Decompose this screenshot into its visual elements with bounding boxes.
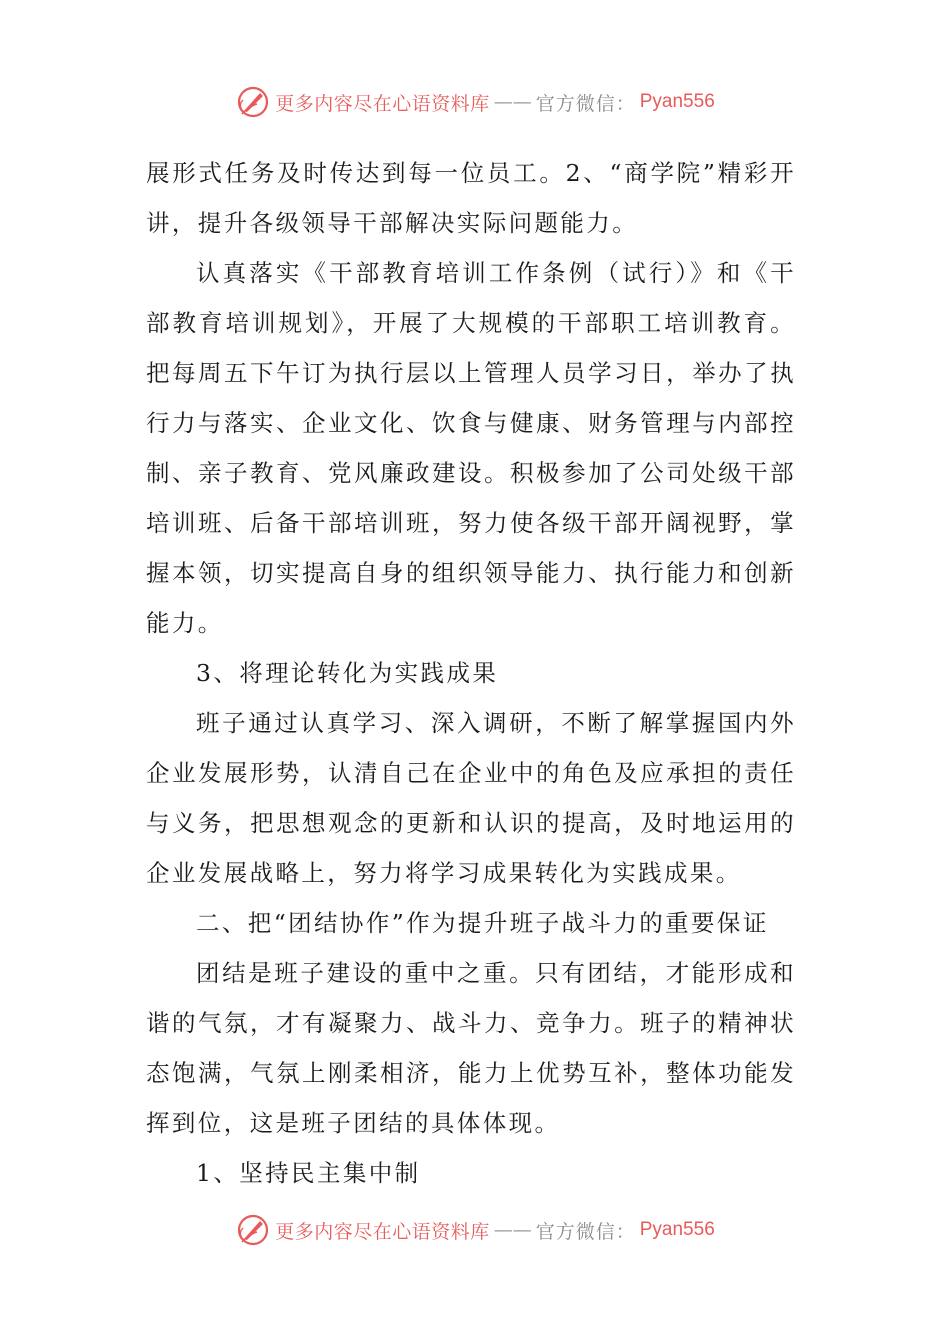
paragraph-unity: 团结是班子建设的重中之重。只有团结，才能形成和谐的气氛，才有凝聚力、战斗力、竞争力。班子的精神状态饱满，气氛上刚柔相济，能力上优势互补，整体功能发挥到位，这是班子团结的具体体现。	[146, 959, 796, 1137]
document-body	[146, 148, 796, 1198]
footer-banner	[0, 1208, 950, 1252]
section-heading-democratic-centralism: 1、坚持民主集中制	[196, 1159, 421, 1187]
section-heading-theory-to-practice: 3、将理论转化为实践成果	[196, 659, 499, 687]
banner-wechat-label: 官方微信：	[535, 1220, 636, 1243]
quill-pen-logo-icon	[235, 84, 271, 120]
quill-pen-logo-icon	[235, 1212, 271, 1248]
banner-main-text: 更多内容尽在心语资料库	[275, 92, 490, 115]
banner-wechat-id: Pyan556	[639, 1219, 715, 1240]
paragraph-research: 班子通过认真学习、深入调研，不断了解掌握国内外企业发展形势，认清自己在企业中的角色及应承担的责任与义务，把思想观念的更新和认识的提高，及时地运用的企业发展战略上，努力将学习成果转化为实践成果。	[146, 709, 796, 887]
banner-separator: ——	[493, 1219, 532, 1241]
banner-wechat-label: 官方微信：	[535, 92, 636, 115]
header-banner-content	[235, 84, 715, 120]
section-heading-unity: 二、把“团结协作”作为提升班子战斗力的重要保证	[196, 909, 769, 937]
paragraph-continuation: 展形式任务及时传达到每一位员工。2、“商学院”精彩开讲，提升各级领导干部解决实际问题能力。	[146, 159, 796, 237]
banner-wechat-id: Pyan556	[639, 91, 715, 112]
footer-banner-content	[235, 1212, 715, 1248]
paragraph-training: 认真落实《干部教育培训工作条例（试行）》和《干部教育培训规划》，开展了大规模的干部职工培训教育。把每周五下午订为执行层以上管理人员学习日，举办了执行力与落实、企业文化、饮食与健康、财务管理与内部控制、亲子教育、党风廉政建设。积极参加了公司处级干部培训班、后备干部培训班，努力使各级干部开阔视野，掌握本领，切实提高自身的组织领导能力、执行能力和创新能力。	[146, 259, 796, 637]
banner-separator: ——	[493, 91, 532, 113]
banner-main-text: 更多内容尽在心语资料库	[275, 1220, 490, 1243]
header-banner	[0, 80, 950, 124]
